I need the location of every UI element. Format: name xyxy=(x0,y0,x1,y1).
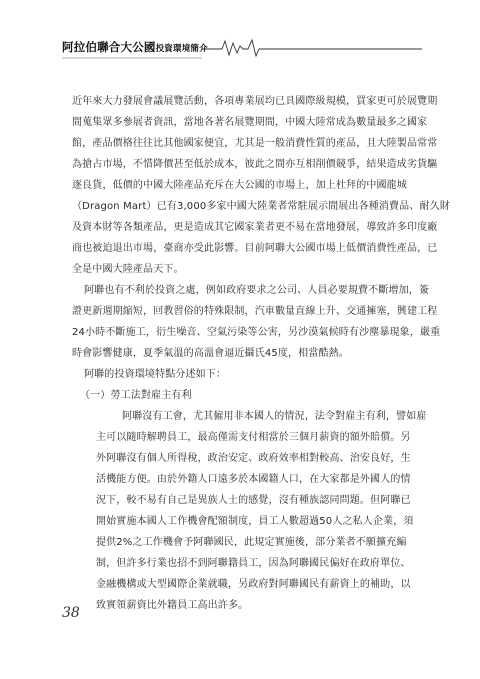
text-line: 商也被迫退出市場，臺商亦受此影響。目前阿聯大公國市場上低價消費性產品，已 xyxy=(72,243,438,254)
body-text xyxy=(72,91,450,616)
section-heading: （一）勞工法對雇主有利 xyxy=(80,390,192,401)
text-line: 金融機構或大型國際企業就職，另政府對阿聯國民有薪資上的補助，以 xyxy=(96,579,411,590)
text-line: 況下，較不易有自己是異族人士的感覺，沒有種族認同問題。但阿聯已 xyxy=(96,495,411,506)
text-line: 館，產品價格往往比其他國家便宜，尤其是一般消費性質的產品，且大陸製品常常 xyxy=(72,138,438,149)
page-number: 38 xyxy=(62,605,80,621)
header-title-sub: 投資環境簡介 xyxy=(155,44,208,54)
text-line: （Dragon Mart）已有3,000多家中國大陸業者常駐展示間展出各種消費品、耐久財 xyxy=(72,201,450,212)
text-line: 阿聯也有不利於投資之處，例如政府要求之公司、人員必要規費不斷增加，簽 xyxy=(84,285,430,296)
text-line: 證更新週期縮短，回教習俗的特殊限制，汽車數量直線上升、交通擁塞，興建工程 xyxy=(72,306,438,317)
text-line: 時會影響健康，夏季氣溫的高溫會逼近攝氏45度，相當酷熱。 xyxy=(72,348,349,359)
text-line: 致實領薪資比外籍員工高出許多。 xyxy=(96,600,249,611)
text-line: 提供2%之工作機會予阿聯國民，此規定實施後，部分業者不願擴充編 xyxy=(96,537,407,548)
text-line: 制，但許多行業也招不到阿聯籍員工，因為阿聯國民偏好在政府單位、 xyxy=(96,558,411,569)
header-title xyxy=(62,39,208,55)
text-line: 阿聯的投資環境特點分述如下： xyxy=(84,369,227,380)
text-line: 全是中國大陸產品天下。 xyxy=(72,264,184,275)
text-line: 間蒐集眾多參展者資訊，當地各著名展覽期間，中國大陸常成為數量最多之國家 xyxy=(72,117,428,128)
text-line: 主可以隨時解聘員工，最高僅需支付相當於三個月薪資的額外賠償。另 xyxy=(96,432,411,443)
text-line: 外阿聯沒有個人所得稅，政治安定、政府效率相對較高、治安良好，生 xyxy=(96,453,411,464)
text-line: 及資本財等各類產品，更是造成其它國家業者更不易在當地發展，導致許多印度廠 xyxy=(72,222,438,233)
text-line: 活機能方便。由於外籍人口遠多於本國籍人口，在大家都是外國人的情 xyxy=(96,474,411,485)
page-header xyxy=(62,37,422,59)
text-line: 近年來大力發展會議展覽活動，各項專業展均已具國際級規模，買家更可於展覽期 xyxy=(72,96,438,107)
text-line: 為搶占市場，不惜降價甚至低於成本，彼此之間亦互相削價競爭，結果造成劣貨驅 xyxy=(72,159,438,170)
text-line: 逐良貨，低價的中國大陸產品充斥在大公國的市場上，加上杜拜的中國龍城 xyxy=(72,180,407,191)
text-line: 開始實施本國人工作機會配額制度，員工人數超過50人之私人企業，須 xyxy=(96,516,414,527)
header-title-main: 阿拉伯聯合大公國 xyxy=(62,40,156,54)
text-line: 24小時不斷施工，衍生噪音、空氣污染等公害，另沙漠氣候時有沙塵暴現象，嚴重 xyxy=(72,327,441,338)
text-line: 阿聯沒有工會，尤其僱用非本國人的情況，法令對雇主有利，譬如雇 xyxy=(122,411,427,422)
